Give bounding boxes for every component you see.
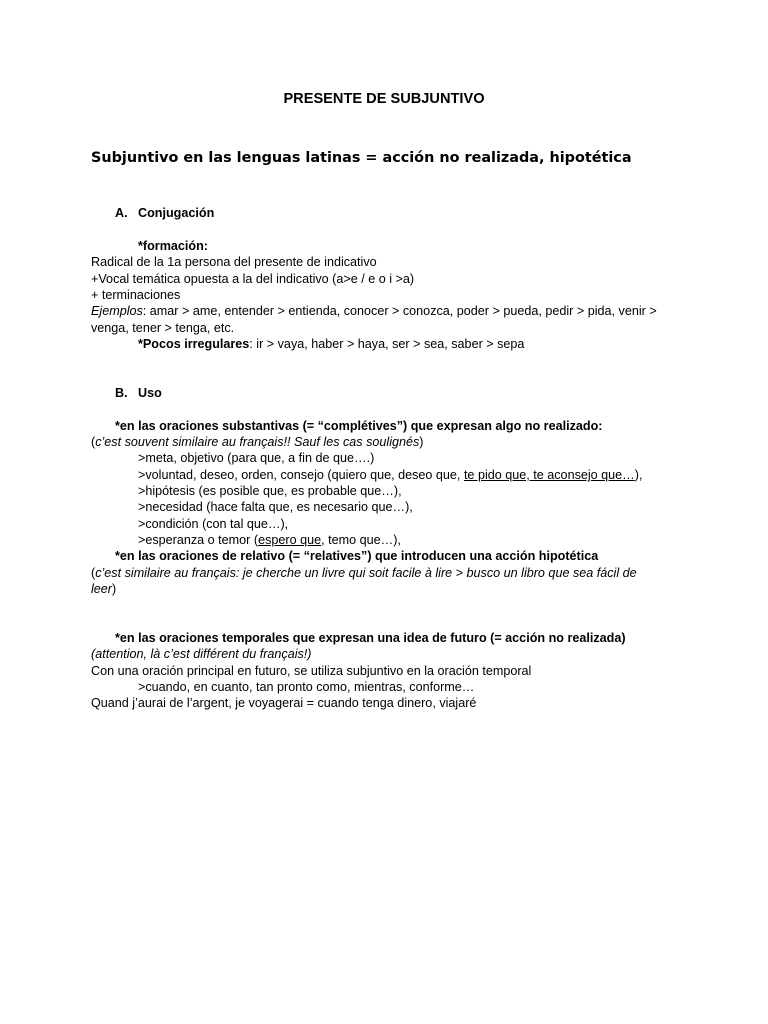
esperanza-underlined: espero que — [258, 533, 322, 547]
relativo-note-text: c’est similaire au français: je cherche un livre qui soit facile à lire > busco un libro que sea fácil de — [95, 566, 637, 580]
necesidad-line: >necesidad (hace falta que, es necesario que…), — [138, 500, 413, 514]
section-a-marker: A. — [115, 206, 128, 220]
section-b-heading: Uso — [138, 386, 162, 400]
ejemplo-final-line: Quand j’aurai de l’argent, je voyagerai = cuando tenga dinero, viajaré — [91, 696, 477, 710]
esperanza-close: , temo que…), — [321, 533, 401, 547]
irregulares-line — [138, 336, 524, 352]
voluntad-line — [138, 467, 642, 483]
page-subtitle: Subjuntivo en las lenguas latinas = acción no realizada, hipotética — [91, 150, 632, 166]
ejemplos-label: Ejemplos — [91, 304, 143, 318]
relativo-note-open: ( — [91, 566, 96, 580]
note-open-paren: ( — [91, 435, 96, 449]
relativo-line: *en las oraciones de relativo (= “relatives”) que introducen una acción hipotética — [115, 549, 599, 563]
irregulares-text: : ir > vaya, haber > haya, ser > sea, saber > sepa — [249, 337, 525, 351]
vocal-line: +Vocal temática opuesta a la del indicativo (a>e / e o i >a) — [91, 272, 415, 286]
temporales-line: *en las oraciones temporales que expresan una idea de futuro (= acción no realizada) — [115, 631, 626, 645]
principal-line: Con una oración principal en futuro, se utiliza subjuntivo en la oración temporal — [91, 664, 532, 678]
ejemplos-text: : amar > ame, entender > entienda, conocer > conozca, poder > pueda, pedir > pida, venir > — [142, 304, 657, 318]
hipotesis-line: >hipótesis (es posible que, es probable que…), — [138, 484, 402, 498]
voluntad-text: >voluntad, deseo, orden, consejo (quiero que, deseo que, — [138, 468, 464, 482]
substantivas-note — [91, 434, 424, 450]
voluntad-underlined: te pido que, te aconsejo que… — [463, 468, 635, 482]
attention-line: (attention, là c’est différent du français!) — [91, 647, 312, 661]
voluntad-close: ), — [634, 468, 643, 482]
condicion-line: >condición (con tal que…), — [138, 517, 289, 531]
relativo-note-close: ) — [112, 582, 117, 596]
note-text: c’est souvent similaire au français!! Sauf les cas soulignés — [95, 435, 420, 449]
section-b-marker: B. — [115, 386, 128, 400]
formacion-label: *formación: — [138, 239, 208, 253]
terminaciones-line: + terminaciones — [91, 288, 181, 302]
section-a-heading: Conjugación — [138, 206, 215, 220]
esperanza-text: >esperanza o temor ( — [138, 533, 259, 547]
irregulares-label: *Pocos irregulares — [138, 337, 250, 351]
relativo-note-text-2: leer — [91, 582, 112, 596]
relativo-note-line-1 — [91, 565, 637, 581]
radical-line: Radical de la 1a persona del presente de indicativo — [91, 255, 377, 269]
meta-line: >meta, objetivo (para que, a fin de que….) — [138, 451, 375, 465]
cuando-line: >cuando, en cuanto, tan pronto como, mientras, conforme… — [138, 680, 475, 694]
relativo-note-line-2 — [91, 581, 116, 597]
page-title: PRESENTE DE SUBJUNTIVO — [283, 91, 485, 107]
ejemplos-line-2: venga, tener > tenga, etc. — [91, 321, 235, 335]
esperanza-line — [138, 532, 401, 548]
note-close-paren: ) — [419, 435, 424, 449]
ejemplos-line-1 — [91, 303, 657, 319]
substantivas-line: *en las oraciones substantivas (= “complétives”) que expresan algo no realizado: — [115, 419, 603, 433]
